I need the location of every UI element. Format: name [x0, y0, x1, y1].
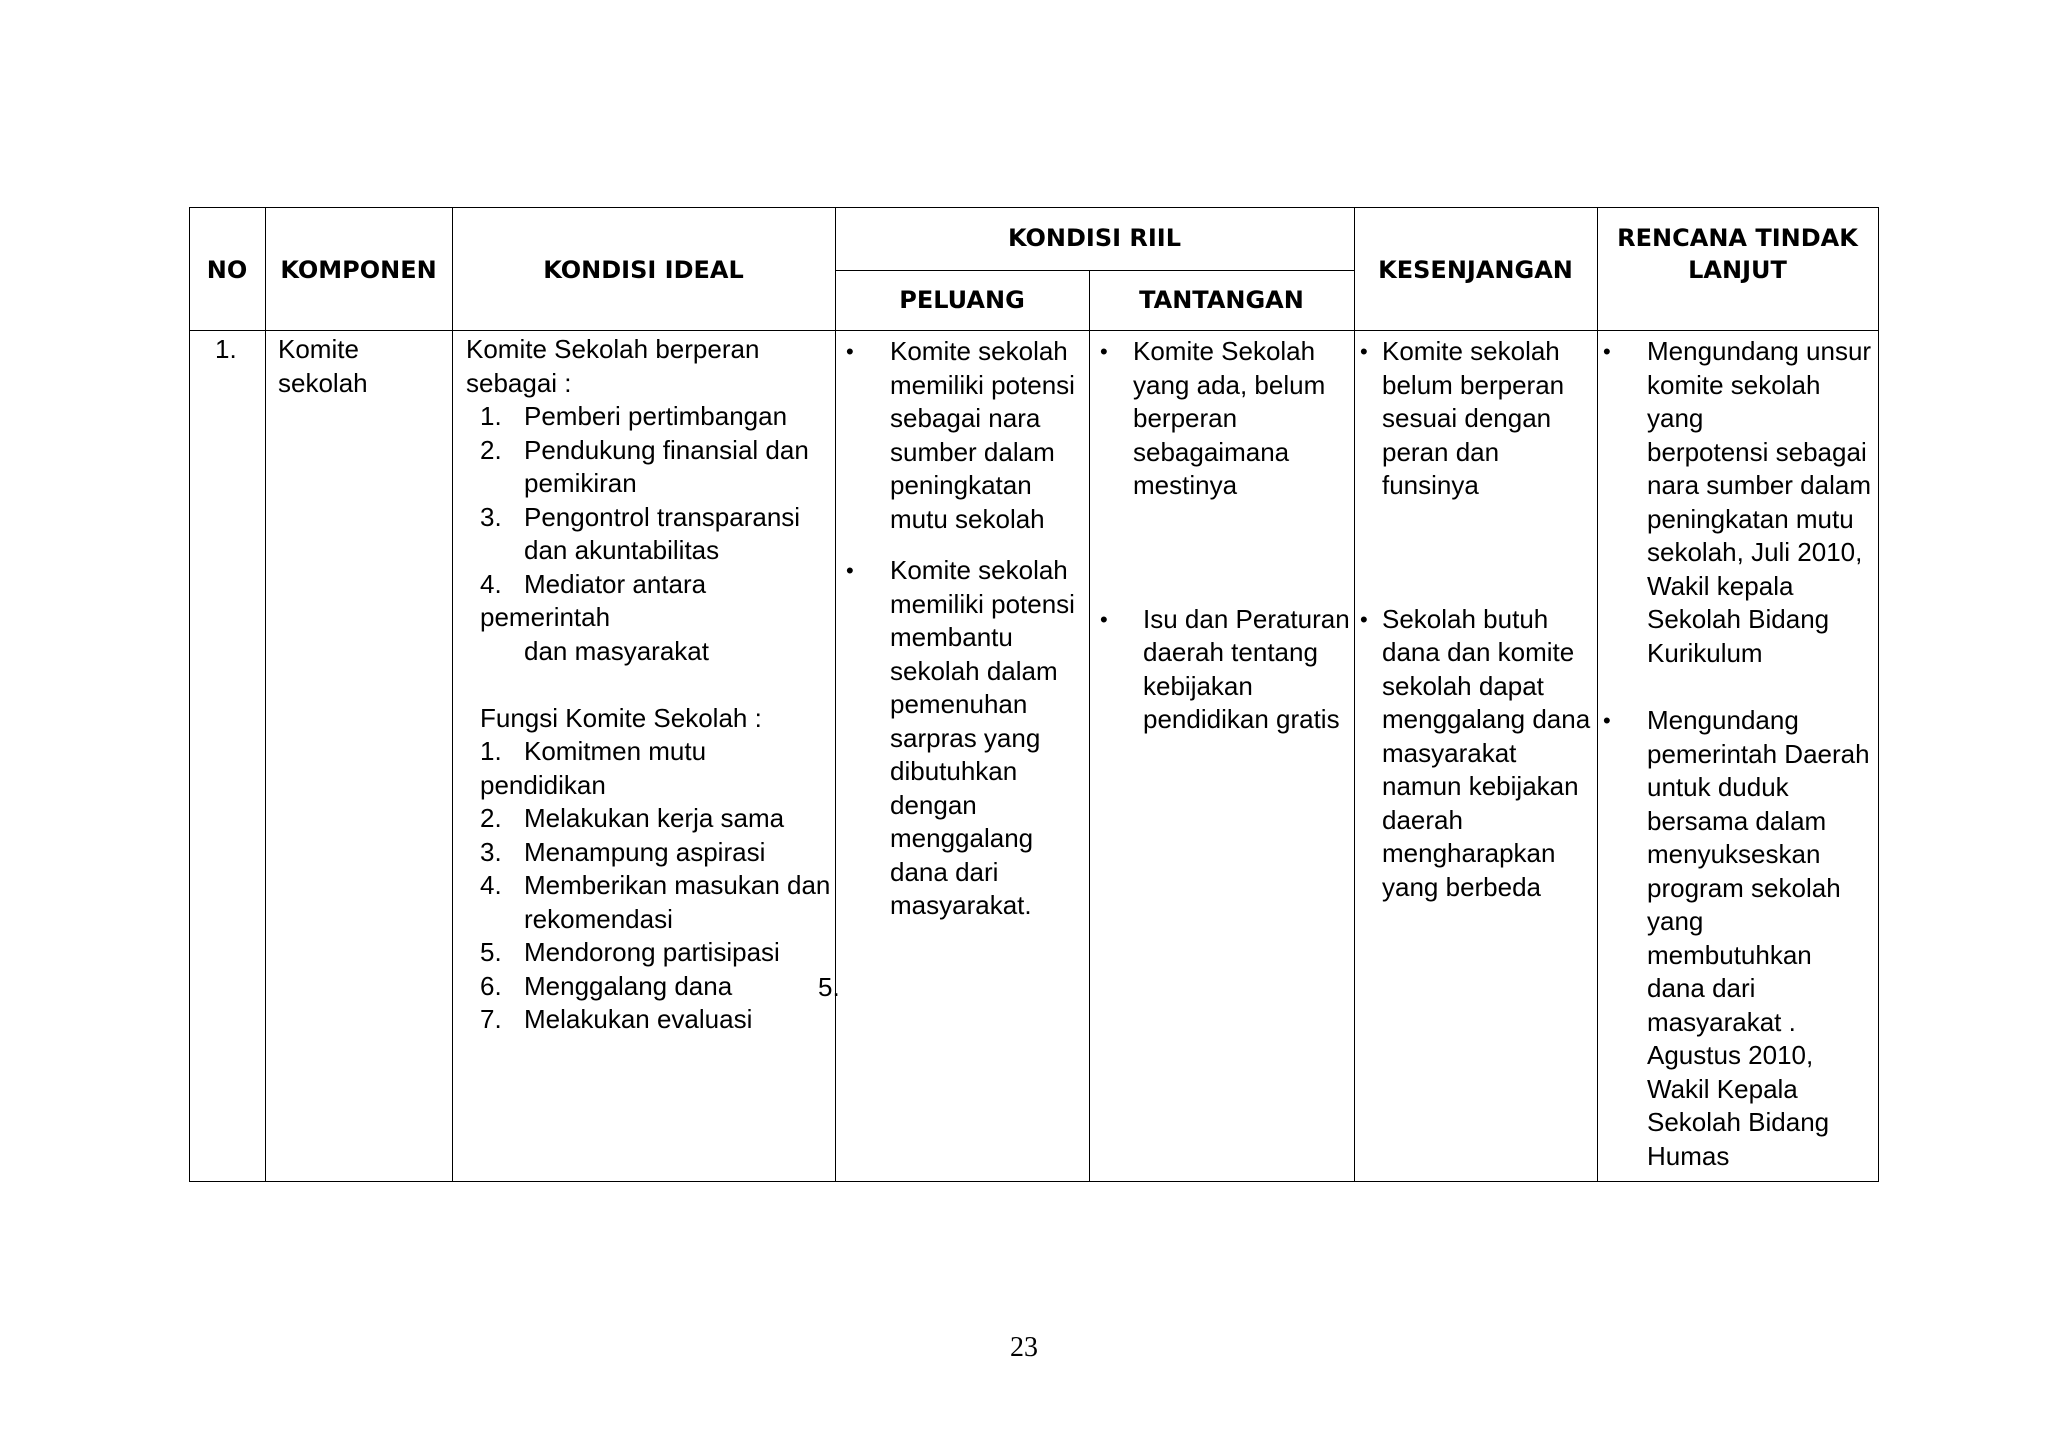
intro-line: sebagai : [466, 367, 572, 398]
list-item: 1. Pemberi pertimbangan [480, 401, 788, 431]
bullet-item: • Sekolah butuh dana dan komite sekolah dapat menggalang dana masyarakat namun kebijakan daerah mengharapkan yang berbeda [1360, 603, 1591, 902]
list-item: 6. Menggalang dana [480, 970, 733, 1001]
bullet-item: • Mengundang pemerintah Daerah untuk duduk bersama dalam menyukseskan program sekolah yang membutuhkan dana dari masyarakat . Agustus 2010, Wakil Kepala Sekolah Bidang Humas [1603, 705, 1870, 1171]
list-item: 1. Komitmen mutu pendidikan [480, 736, 707, 800]
peluang-cell [846, 335, 1086, 923]
list-item: 5. Mendorong partisipasi [480, 937, 780, 967]
header-peluang: PELUANG [899, 286, 1025, 314]
header-bottom-border [189, 330, 1879, 331]
list-item-continuation: dan masyarakat [524, 635, 709, 666]
col-divider-tantangan [1354, 207, 1355, 1182]
list-item-continuation: pemikiran [524, 468, 637, 498]
list-item: 2. Melakukan kerja sama [480, 803, 785, 833]
intro-line: Komite Sekolah berperan [466, 334, 760, 364]
list-item: 4. Mediator antara pemerintah [480, 568, 707, 632]
header-kondisi-riil: KONDISI RIIL [1007, 224, 1182, 252]
list-item: 2. Pendukung finansial dan [480, 434, 809, 465]
col-divider-no [265, 207, 266, 1182]
bullet-icon: • [1360, 606, 1368, 632]
table-border-left [189, 207, 190, 1182]
list-item: 3. Menampung aspirasi [480, 836, 766, 867]
komponen-line: Komite [278, 334, 359, 364]
kondisi-ideal-cell [466, 333, 831, 1037]
roles-list [480, 400, 831, 1037]
stray-list-number: 5. [818, 972, 840, 1002]
rencana-cell [1603, 335, 1875, 1173]
bullet-icon: • [846, 558, 854, 583]
bullet-icon: • [1100, 606, 1108, 632]
tantangan-cell [1100, 335, 1352, 737]
list-item: 7. Melakukan evaluasi [480, 1004, 753, 1034]
header-komponen: KOMPONEN [280, 256, 437, 284]
list-item-continuation: dan akuntabilitas [524, 535, 720, 565]
header-no: NO [206, 256, 248, 284]
list-item: 3. Pengontrol transparansi [480, 501, 801, 532]
bullet-item: • Isu dan Peraturan daerah tentang kebijakan pendidikan gratis [1100, 603, 1350, 734]
col-divider-kondisi-ideal [835, 207, 836, 1182]
bullet-item: • Komite sekolah belum berperan sesuai dengan peran dan funsinya [1360, 336, 1565, 500]
header-kondisi-ideal: KONDISI IDEAL [543, 256, 744, 284]
bullet-icon: • [1603, 339, 1611, 364]
bullet-item: • Mengundang unsur komite sekolah yang berpotensi sebagai nara sumber dalam peningkatan mutu sekolah, Juli 2010, Wakil kepala Sekolah Bidang Kurikulum [1603, 336, 1872, 668]
komponen-line: sekolah [278, 367, 368, 398]
col-divider-kesenjangan [1597, 207, 1598, 1182]
col-divider-komponen [452, 207, 453, 1182]
table-border-top [189, 207, 1879, 208]
table-border-right [1878, 207, 1879, 1182]
col-divider-peluang [1089, 270, 1090, 1182]
header-rencana-line2: LANJUT [1688, 256, 1787, 284]
page-number: 23 [1010, 1332, 1038, 1363]
header-tantangan: TANTANGAN [1139, 286, 1304, 314]
header-rencana-line1: RENCANA TINDAK [1617, 224, 1858, 252]
kondisi-riil-divider [835, 270, 1354, 271]
bullet-icon: • [846, 339, 854, 364]
header-rencana-tindak-lanjut [1597, 222, 1878, 286]
bullet-icon: • [1100, 339, 1108, 364]
bullet-item: • Komite sekolah memiliki potensi membantu sekolah dalam pemenuhan sarpras yang dibutuhkan dengan menggalang dana dari masyarakat. [846, 555, 1075, 920]
row-number: 1. [215, 334, 237, 364]
komponen-cell [278, 333, 368, 400]
bullet-item: • Komite Sekolah yang ada, belum berperan sebagaimana mestinya [1100, 336, 1326, 500]
fungsi-title: Fungsi Komite Sekolah : [480, 702, 762, 733]
bullet-icon: • [1603, 708, 1611, 733]
header-kesenjangan: KESENJANGAN [1378, 256, 1573, 284]
list-item: 4. Memberikan masukan dan [480, 870, 831, 900]
bullet-icon: • [1360, 339, 1368, 364]
list-item-continuation: rekomendasi [524, 903, 673, 934]
table-border-bottom [189, 1181, 1879, 1182]
bullet-item: • Komite sekolah memiliki potensi sebagai nara sumber dalam peningkatan mutu sekolah [846, 336, 1075, 534]
kesenjangan-cell [1360, 335, 1594, 904]
